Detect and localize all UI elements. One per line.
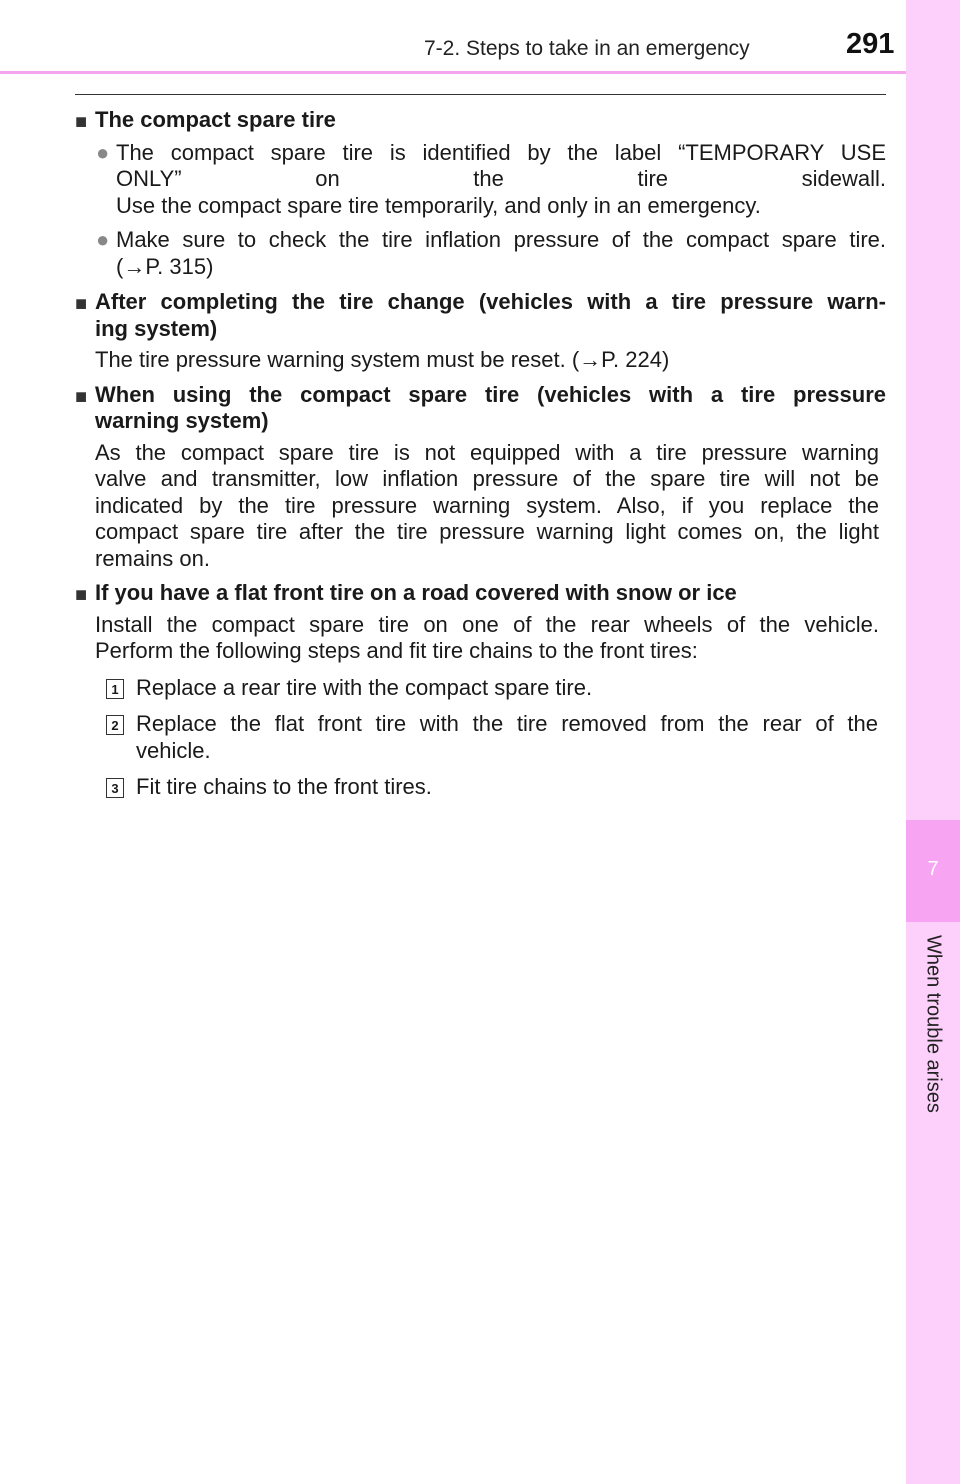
bullet-line: Make sure to check the tire inflation pressure of the compact spare tire.	[116, 227, 886, 252]
heading-marker-icon: ■	[75, 584, 88, 606]
page-header	[0, 0, 906, 74]
paragraph	[75, 440, 886, 573]
page-reference-link[interactable]: (→P. 315)	[116, 253, 214, 279]
paragraph-line: Perform the following steps and fit tire chains to the front tires:	[95, 638, 698, 663]
heading-text: The compact spare tire	[95, 107, 336, 132]
bullet-line: The compact spare tire is identified by the label “TEMPORARY USE	[116, 139, 886, 165]
section-title: 7-2. Steps to take in an emergency	[424, 37, 750, 60]
heading-text: When using the compact spare tire (vehicles with a tire pressure	[95, 381, 886, 407]
chapter-number: 7	[927, 858, 939, 880]
paragraph	[75, 612, 886, 665]
bullet-icon: ●	[96, 139, 110, 165]
section-heading	[75, 289, 886, 342]
header-rule	[0, 71, 906, 74]
step-line: vehicle.	[136, 737, 211, 763]
bullet-icon: ●	[96, 227, 110, 252]
paragraph	[75, 347, 886, 374]
step-line: Replace the flat front tire with the tire removed from the rear of the	[136, 711, 878, 736]
section-heading	[75, 382, 886, 435]
step-line: Replace a rear tire with the compact spare tire.	[136, 674, 593, 700]
step-item	[75, 711, 886, 764]
heading-text: ing system)	[95, 315, 218, 341]
step-item	[75, 774, 886, 801]
page-number: 291	[846, 28, 895, 60]
paragraph-line: valve and transmitter, low inflation pressure of the spare tire will not be	[95, 466, 879, 491]
heading-text: After completing the tire change (vehicles with a tire pressure warn-	[95, 289, 886, 314]
heading-marker-icon: ■	[75, 111, 88, 133]
paragraph-line[interactable]: The tire pressure warning system must be reset. (→P. 224)	[95, 347, 670, 372]
bullet-item	[75, 140, 886, 220]
bullet-line: Use the compact spare tire temporarily, and only in an emergency.	[116, 192, 761, 218]
step-number-badge: 3	[106, 778, 124, 798]
chapter-sidebar	[906, 0, 960, 1484]
heading-text: If you have a flat front tire on a road covered with snow or ice	[95, 580, 737, 605]
paragraph-line: Install the compact spare tire on one of the rear wheels of the vehicle.	[95, 611, 879, 637]
section-heading	[75, 107, 886, 134]
section-heading	[75, 580, 886, 607]
heading-text: warning system)	[95, 408, 269, 433]
step-number-badge: 2	[106, 715, 124, 735]
step-line: Fit tire chains to the front tires.	[136, 774, 432, 799]
step-number-badge: 1	[106, 679, 124, 699]
step-item	[75, 675, 886, 702]
heading-marker-icon: ■	[75, 385, 88, 408]
heading-marker-icon: ■	[75, 293, 88, 315]
bullet-item	[75, 227, 886, 280]
chapter-label: When trouble arises	[922, 935, 945, 1113]
paragraph-line: indicated by the tire pressure warning system. Also, if you replace the	[95, 492, 879, 518]
paragraph-line: As the compact spare tire is not equipped with a tire pressure warning	[95, 439, 879, 465]
page-content	[75, 105, 886, 801]
paragraph-line: compact spare tire after the tire pressure warning light comes on, the light	[95, 519, 879, 544]
bullet-line: ONLY” on the tire sidewall.	[116, 166, 886, 191]
content-top-rule	[75, 94, 886, 95]
paragraph-line: remains on.	[95, 545, 210, 571]
